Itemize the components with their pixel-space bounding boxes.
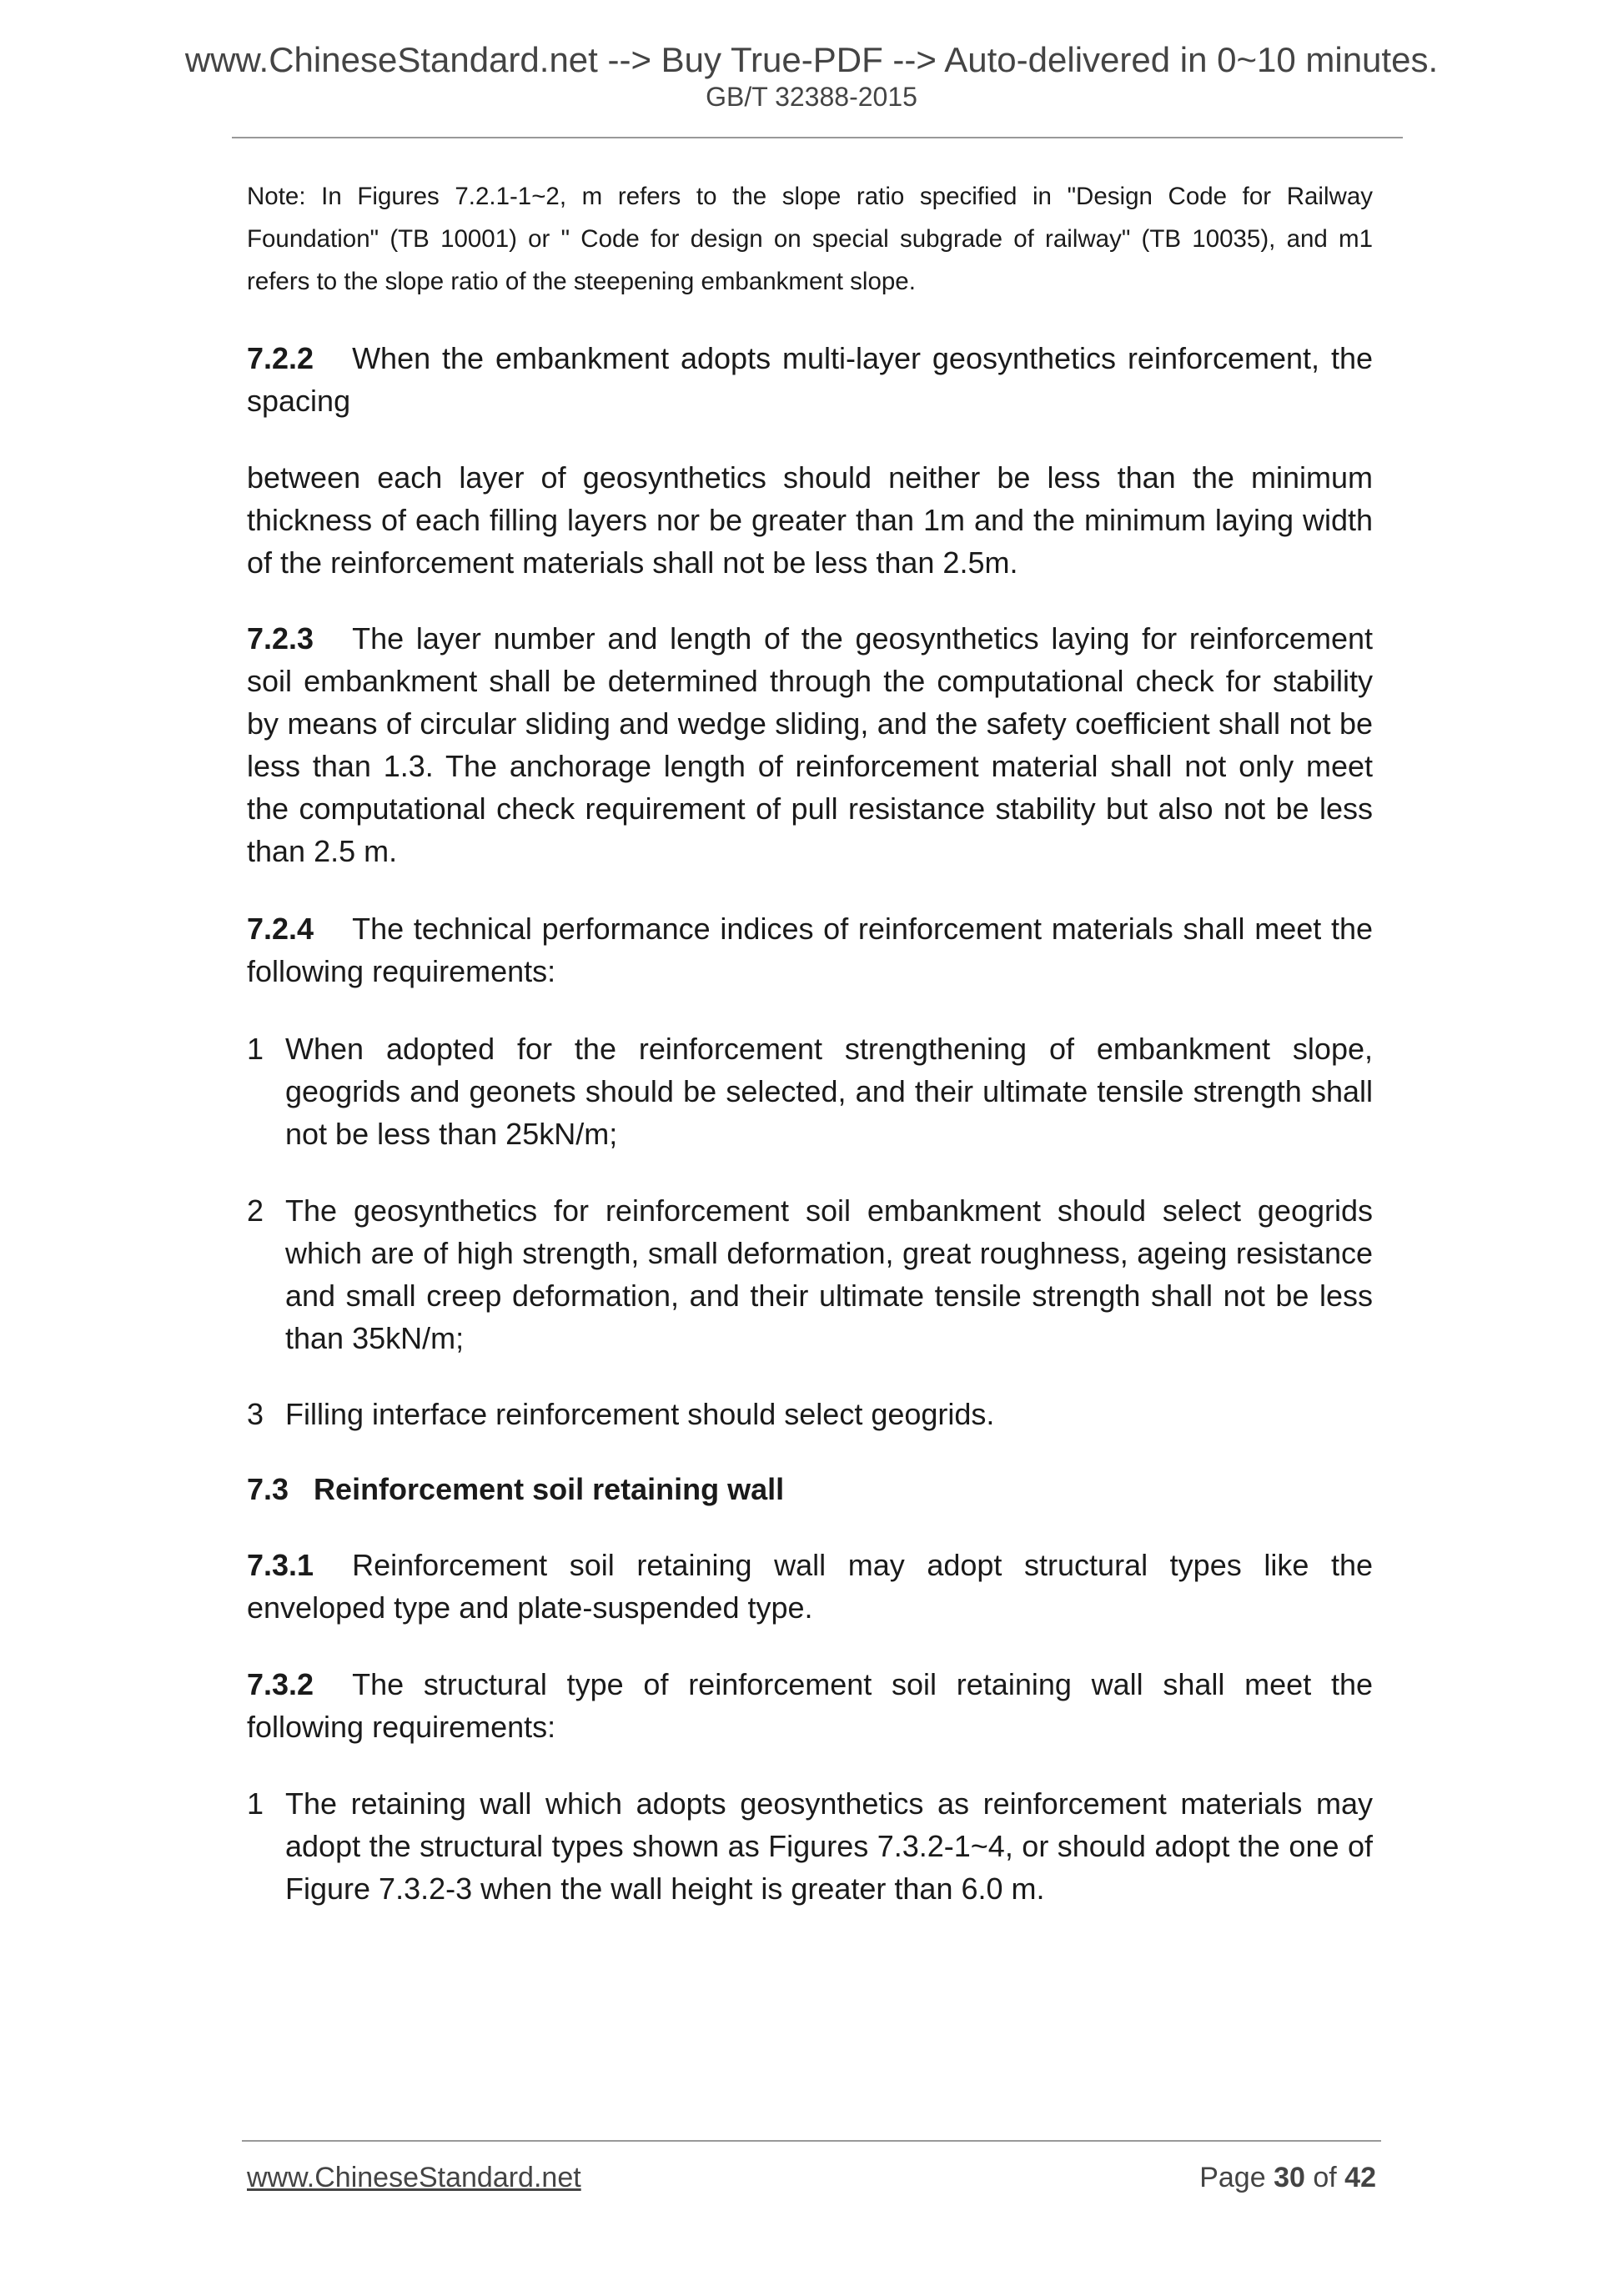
item-number: 3 <box>247 1397 264 1431</box>
clause-text: Reinforcement soil retaining wall may adopt structural types like the enveloped type and plate-suspended type. <box>247 1548 1373 1625</box>
item-number: 1 <box>247 1786 264 1821</box>
note: Note: In Figures 7.2.1-1~2, m refers to the slope ratio specified in "Design Code for Railway Foundation" (TB 10001) or " Code for design on special subgrade of railway" (TB 10035), and m1 refers to the slope ratio of the steepening embankment slope. <box>247 183 1373 295</box>
clause-7-2-4 <box>247 907 1373 992</box>
clause-7-3-1 <box>247 1544 1373 1629</box>
item-text: Filling interface reinforcement should select geogrids. <box>285 1397 995 1431</box>
footer-website-link[interactable]: www.ChineseStandard.net <box>247 2162 581 2193</box>
clause-number: 7.2.3 <box>247 621 314 656</box>
clause-number: 7.3.1 <box>247 1548 314 1582</box>
section-number: 7.3 <box>247 1472 289 1506</box>
clause-7-3-2 <box>247 1663 1373 1748</box>
total-pages: 42 <box>1344 2162 1376 2193</box>
clause-text: When the embankment adopts multi-layer geosynthetics reinforcement, the spacing <box>247 341 1373 418</box>
clause-7-2-3 <box>247 617 1373 872</box>
clause-text: The structural type of reinforcement soil retaining wall shall meet the following requirements: <box>247 1667 1373 1744</box>
clause-number: 7.2.2 <box>247 341 314 375</box>
header-banner: www.ChineseStandard.net --> Buy True-PDF --> Auto-delivered in 0~10 minutes. <box>184 40 1439 79</box>
list-item <box>247 1393 1373 1435</box>
item-number: 1 <box>247 1032 264 1066</box>
header-divider <box>232 137 1403 138</box>
footer-divider <box>242 2140 1381 2142</box>
list-item <box>247 1189 1373 1359</box>
clause-7-2-2-cont: between each layer of geosynthetics should neither be less than the minimum thickness of each filling layers nor be greater than 1m and the minimum laying width of the reinforcement materials shall not be less than 2.5m. <box>247 460 1373 580</box>
clause-7-2-2 <box>247 337 1373 422</box>
item-text: When adopted for the reinforcement strengthening of embankment slope, geogrids and geonets should be selected, and their ultimate tensile strength shall not be less than 25kN/m; <box>285 1032 1373 1151</box>
of-label: of <box>1313 2162 1337 2193</box>
item-number: 2 <box>247 1193 264 1228</box>
clause-number: 7.2.4 <box>247 912 314 946</box>
section-title: Reinforcement soil retaining wall <box>314 1472 785 1506</box>
page-label: Page <box>1199 2162 1266 2193</box>
page-indicator <box>1199 2162 1376 2194</box>
clause-text: The layer number and length of the geosynthetics laying for reinforcement soil embankment shall be determined through the computational check for stability by means of circular sliding and wedge sliding, and the safety coefficient shall not be less than 1.3. The anchorage length of reinforcement material shall not only meet the computational check requirement of pull resistance stability but also not be less than 2.5 m. <box>247 621 1373 868</box>
list-item <box>247 1027 1373 1155</box>
list-item <box>247 1782 1373 1910</box>
standard-number: GB/T 32388-2015 <box>706 82 917 112</box>
current-page: 30 <box>1274 2162 1305 2193</box>
item-text: The retaining wall which adopts geosynthetics as reinforcement materials may adopt the structural types shown as Figures 7.3.2-1~4, or should adopt the one of Figure 7.3.2-3 when the wall height is greater than 6.0 m. <box>285 1786 1373 1906</box>
section-heading-7-3 <box>247 1468 1373 1510</box>
clause-number: 7.3.2 <box>247 1667 314 1701</box>
item-text: The geosynthetics for reinforcement soil embankment should select geogrids which are of high strength, small deformation, great roughness, ageing resistance and small creep deformation, and their ultimate tensile strength shall not be less than 35kN/m; <box>285 1193 1373 1355</box>
clause-text: The technical performance indices of reinforcement materials shall meet the following requirements: <box>247 912 1373 988</box>
